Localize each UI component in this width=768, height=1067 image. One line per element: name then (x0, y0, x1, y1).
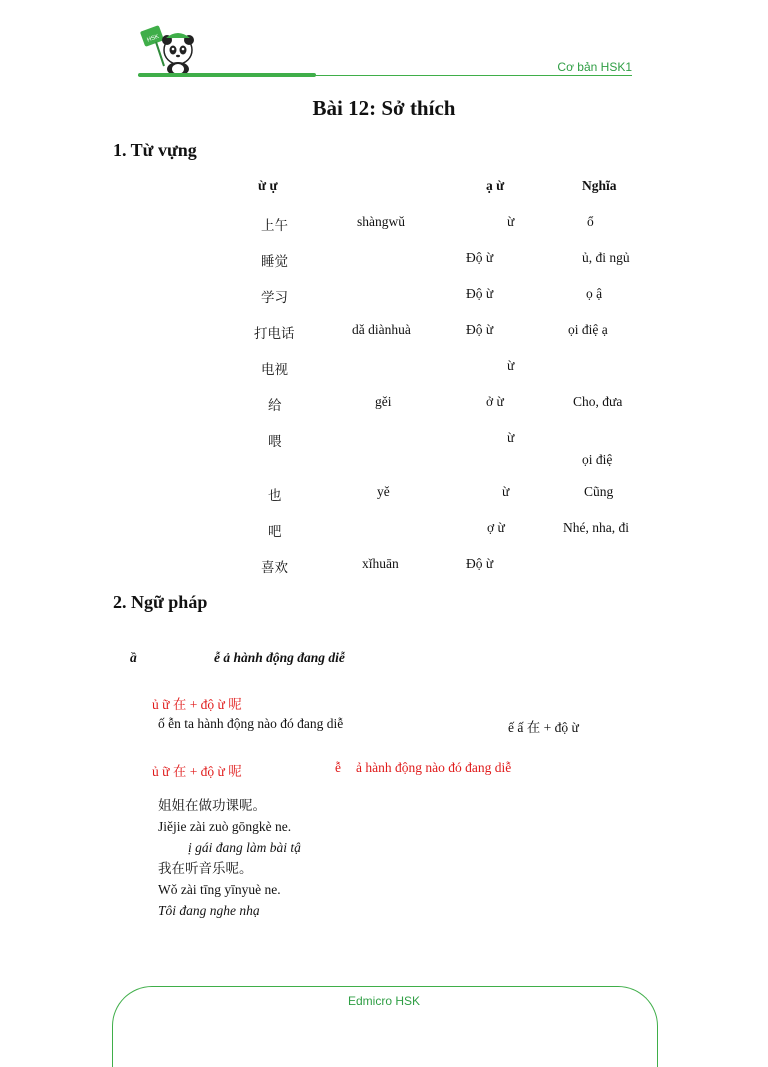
word-cell: 吧 (268, 524, 282, 539)
example-line: Tôi đang nghe nhạ (158, 903, 260, 918)
meaning-cell: ủ, đi ngủ (582, 250, 630, 265)
example-line: 姐姐在做功课呢。 (158, 798, 266, 813)
section-vocabulary-heading: 1. Từ vựng (113, 140, 197, 160)
meaning-cell: ọ ậ (586, 286, 603, 301)
type-cell: Độ ừ (466, 286, 494, 301)
pinyin-cell: xǐhuān (362, 556, 399, 571)
word-cell: 电视 (261, 362, 288, 377)
rule-1-desc-a: ố ễn ta hành động nào đó đang diễ (158, 716, 344, 731)
type-cell: ừ (502, 484, 510, 499)
table-row (0, 426, 768, 448)
logo-sign-text: HSK (146, 33, 161, 44)
table-row (0, 318, 768, 354)
footer-brand: Edmicro HSK (347, 994, 421, 1008)
table-row (0, 246, 768, 282)
type-cell: ợ ừ (487, 520, 505, 535)
example-line: Jiějie zài zuò gōngkè ne. (158, 819, 292, 834)
table-row (0, 282, 768, 318)
meaning-cell: Cho, đưa (573, 394, 623, 409)
word-cell: 也 (268, 488, 282, 503)
lesson-title: Bài 12: Sở thích (312, 96, 456, 120)
grammar-examples (158, 795, 658, 921)
header-word-type: ạ ừ (486, 178, 505, 193)
pinyin-cell: gěi (375, 394, 392, 409)
type-cell: ở ừ (486, 394, 504, 409)
rule-2-mid: ễ (335, 760, 341, 775)
table-row (0, 210, 768, 246)
type-cell: ừ (507, 358, 515, 373)
table-row (0, 354, 768, 390)
vocabulary-table (0, 174, 768, 588)
meaning-cell: ọi điệ ạ (568, 322, 608, 337)
meaning-cell: Cũng (584, 484, 614, 499)
word-cell: 学习 (261, 290, 288, 305)
rule-2-formula: ủ ữ 在 + độ ừ 呢 (152, 764, 242, 779)
word-cell: 睡觉 (261, 254, 288, 269)
brand-label: Cơ bản HSK1 (557, 60, 632, 74)
grammar-rule-1: ủ ữ 在 + độ ừ 呢 (152, 697, 242, 712)
rule-2-desc: ả hành động nào đó đang diễ (356, 760, 512, 775)
type-cell: ừ (507, 430, 515, 445)
rule-1-desc-b: ế ấ 在 + độ ừ (508, 720, 579, 735)
table-row (0, 516, 768, 552)
example-line: ị gái đang làm bài tậ (188, 840, 301, 855)
header-accent-bar (138, 73, 316, 77)
panda-icon (140, 25, 194, 76)
grammar-heading-b: ễ ả hành động đang diễ (214, 650, 345, 665)
pinyin-cell: shàngwǔ (357, 214, 405, 229)
table-row (0, 448, 768, 480)
section-grammar-heading: 2. Ngữ pháp (113, 592, 208, 612)
table-row (0, 552, 768, 588)
grammar-heading-a: ầ (130, 650, 137, 665)
pinyin-cell: yě (377, 484, 390, 499)
example-line: 我在听音乐呢。 (158, 861, 253, 876)
type-cell: Độ ừ (466, 250, 494, 265)
word-cell: 给 (268, 398, 282, 413)
type-cell: ừ (507, 214, 515, 229)
header-word: ừ ự (258, 178, 278, 193)
header-meaning: Nghĩa (582, 178, 617, 193)
meaning-cell: Nhé, nha, đi (563, 520, 629, 535)
type-cell: Độ ừ (466, 556, 494, 571)
pinyin-cell: dǎ diànhuà (352, 322, 411, 337)
meaning-cell: ọi điệ (582, 452, 613, 467)
word-cell: 喂 (268, 434, 282, 449)
panda-logo (136, 22, 206, 78)
table-row (0, 480, 768, 516)
meaning-cell: ổ (587, 214, 594, 229)
word-cell: 喜欢 (261, 560, 288, 575)
word-cell: 打电话 (254, 326, 295, 341)
type-cell: Độ ừ (466, 322, 494, 337)
word-cell: 上午 (261, 218, 288, 233)
table-row (0, 390, 768, 426)
table-header-row (0, 174, 768, 210)
example-line: Wǒ zài tīng yīnyuè ne. (158, 882, 281, 897)
